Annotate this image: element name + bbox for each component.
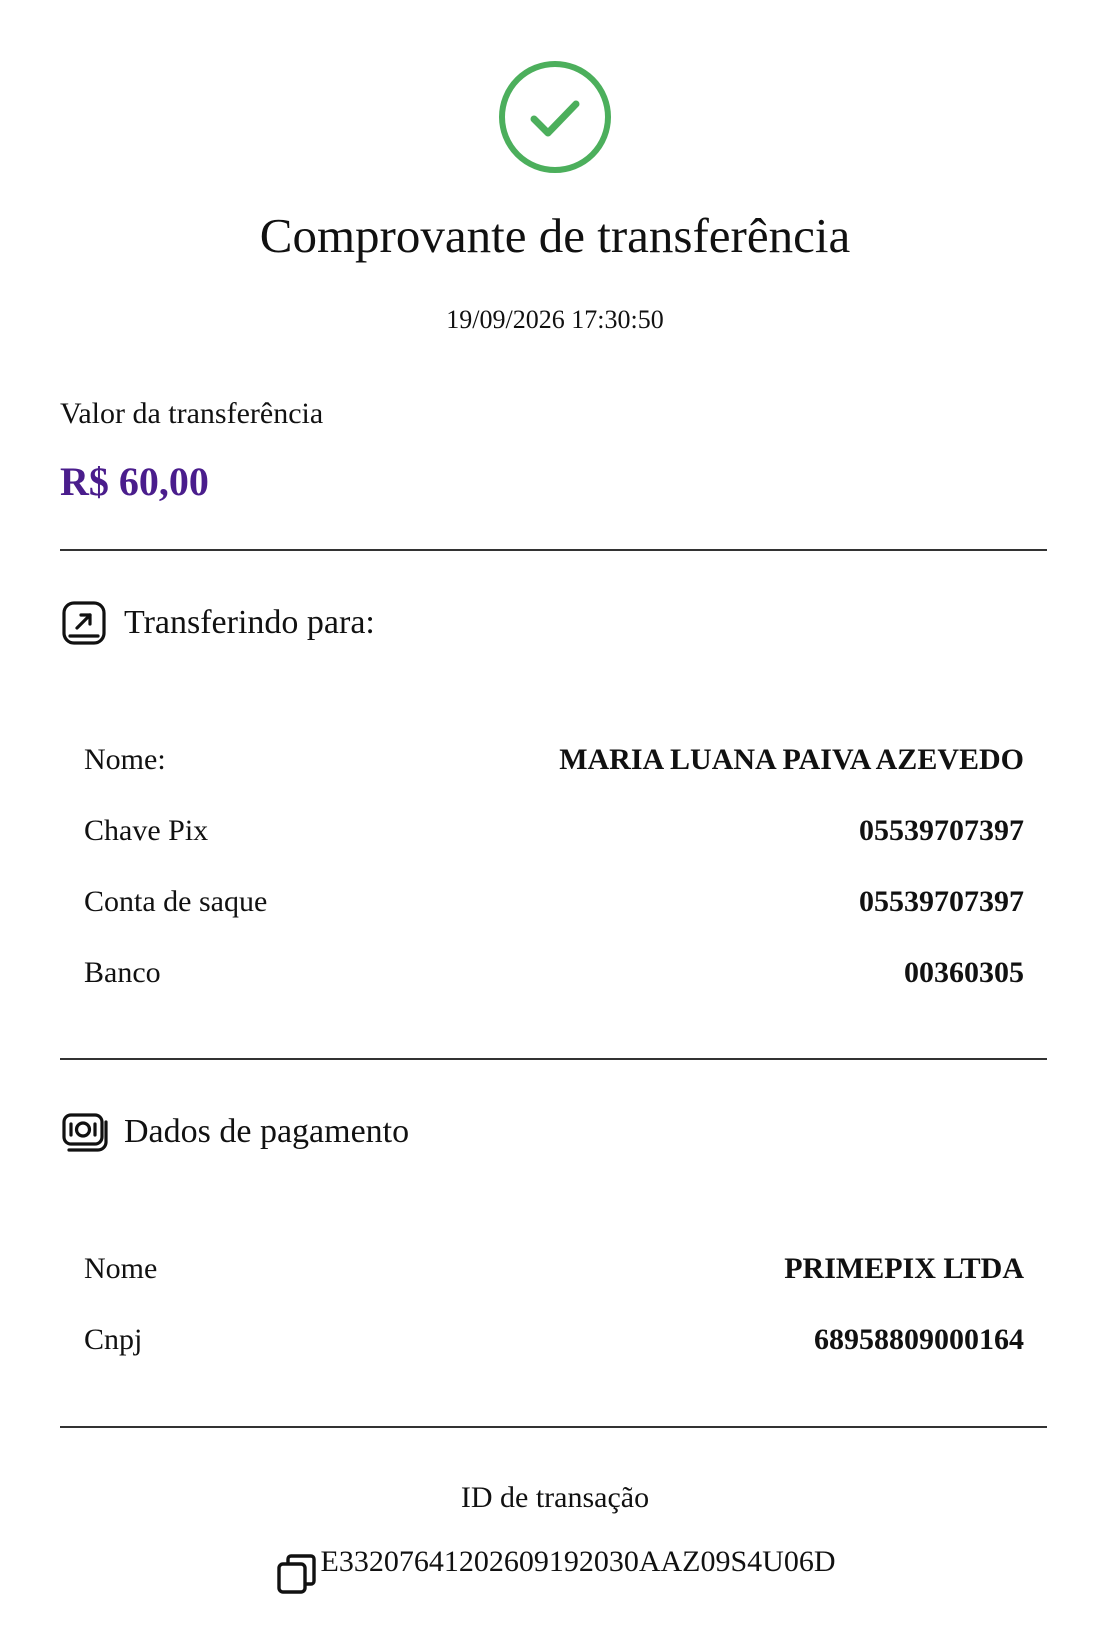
recipient-row-account xyxy=(84,880,1024,924)
row-label: Nome xyxy=(84,1252,158,1285)
page-title: Comprovante de transferência xyxy=(259,208,851,263)
row-label: Chave Pix xyxy=(84,814,209,847)
check-circle-icon xyxy=(497,59,613,175)
row-value: PRIMEPIX LTDA xyxy=(784,1252,1024,1285)
copy-icon[interactable] xyxy=(275,1552,319,1596)
recipient-row-bank xyxy=(84,951,1024,995)
recipient-row-pix-key xyxy=(84,809,1024,853)
row-label: Cnpj xyxy=(84,1323,143,1356)
row-value: MARIA LUANA PAIVA AZEVEDO xyxy=(559,743,1024,776)
divider xyxy=(60,1058,1047,1060)
row-value: 05539707397 xyxy=(859,814,1024,847)
transaction-id-value: E33207641202609192030AAZ09S4U06D xyxy=(320,1545,836,1578)
transaction-id-row xyxy=(0,1542,1110,1596)
row-label: Conta de saque xyxy=(84,885,268,918)
amount-label: Valor da transferência xyxy=(60,397,324,430)
row-label: Nome: xyxy=(84,743,166,776)
money-bills-icon xyxy=(60,1108,108,1156)
row-value: 00360305 xyxy=(904,956,1024,989)
payer-row-cnpj xyxy=(84,1318,1024,1362)
recipient-row-name xyxy=(84,738,1024,782)
row-label: Banco xyxy=(84,956,161,989)
transfer-timestamp: 19/09/2026 17:30:50 xyxy=(446,305,664,334)
recipient-section-title: Transferindo para: xyxy=(124,604,375,641)
row-value: 68958809000164 xyxy=(814,1323,1024,1356)
payer-section-header xyxy=(60,1107,409,1157)
arrow-up-right-box-icon xyxy=(60,599,108,647)
payer-section-title: Dados de pagamento xyxy=(124,1113,410,1150)
row-value: 05539707397 xyxy=(859,885,1024,918)
transaction-id-label: ID de transação xyxy=(460,1481,650,1514)
divider xyxy=(60,1426,1047,1428)
recipient-section-header xyxy=(60,598,375,648)
divider xyxy=(60,549,1047,551)
payer-row-name xyxy=(84,1247,1024,1291)
amount-value: R$ 60,00 xyxy=(60,459,209,504)
